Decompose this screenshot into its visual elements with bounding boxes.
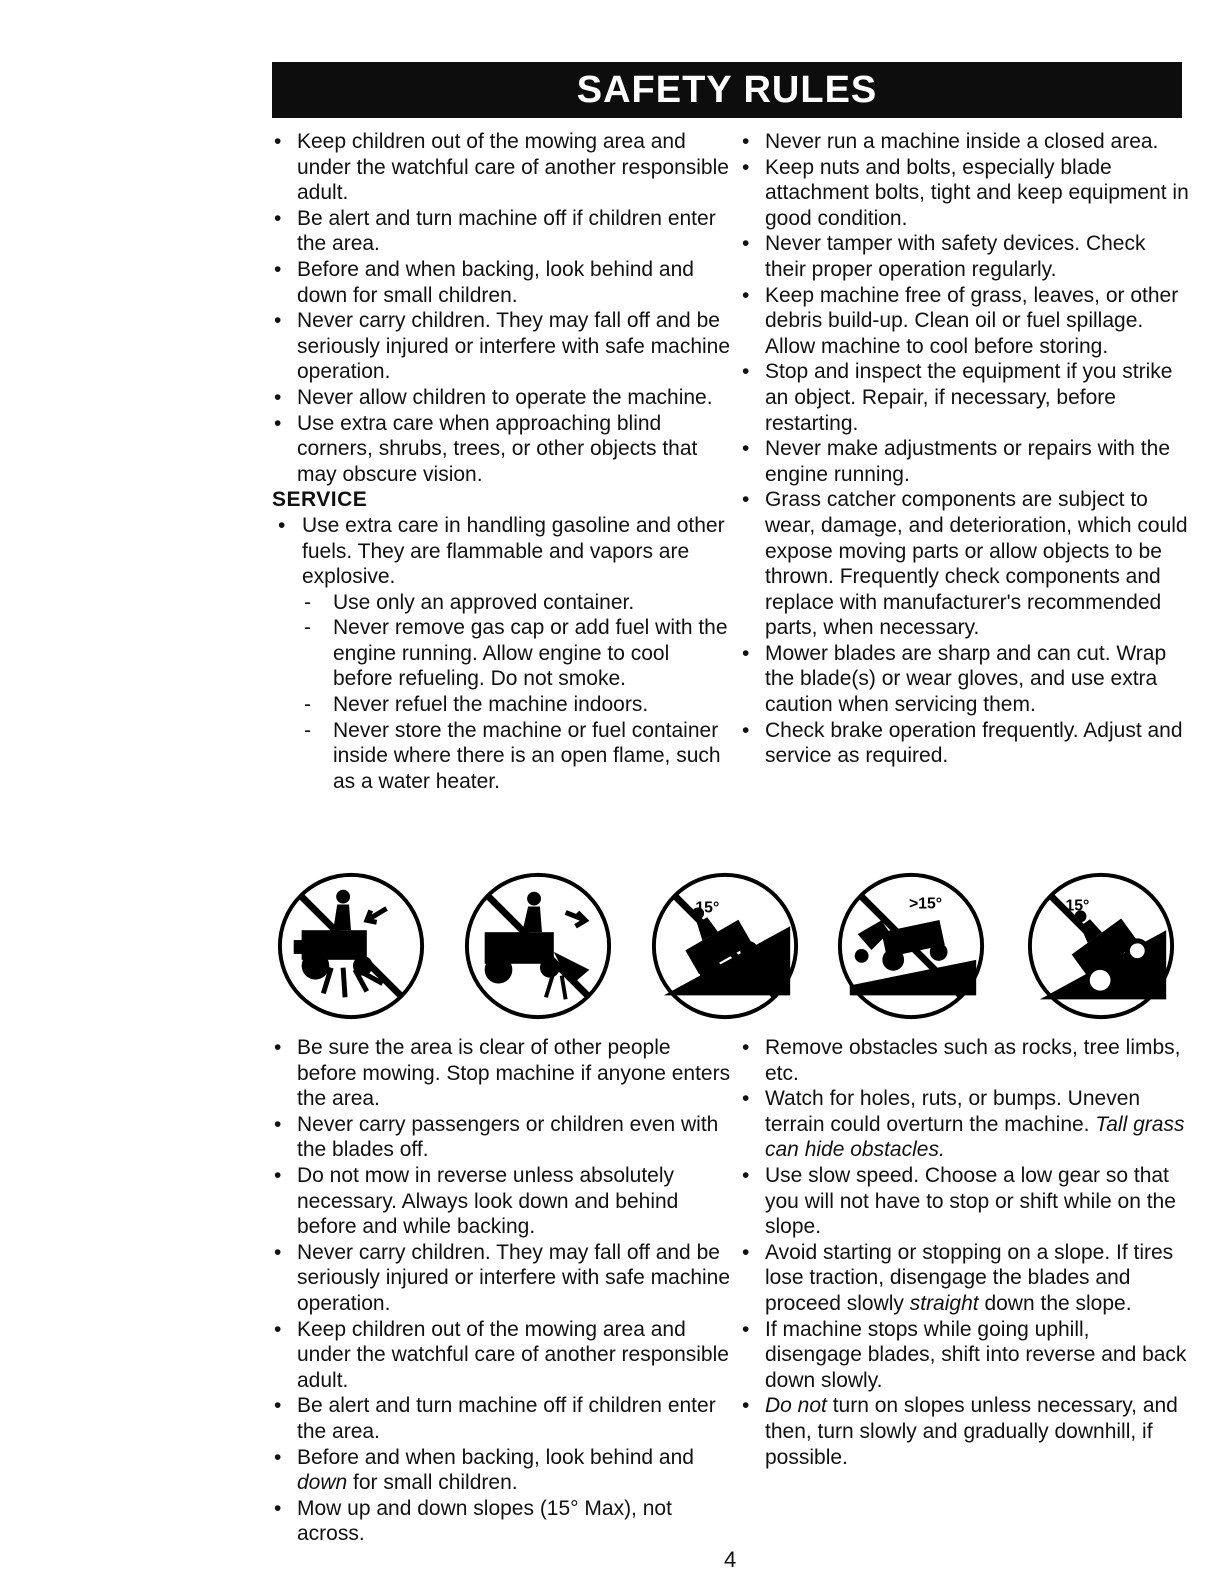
list-item: • Remove obstacles such as rocks, tree limbs, etc. xyxy=(740,1035,1190,1086)
sub-list-item: - Never refuel the machine indoors. xyxy=(272,692,732,718)
text-run: down the slope. xyxy=(978,1291,1132,1315)
list-item: • Keep nuts and bolts, especially blade attachment bolts, tight and keep equipment in good condition. xyxy=(740,155,1190,232)
list-item xyxy=(740,1086,1190,1163)
sub-list-item: - Never store the machine or fuel container inside where there is an open flame, such as a water heater. xyxy=(272,718,732,795)
list-item: • Stop and inspect the equipment if you strike an object. Repair, if necessary, before restarting. xyxy=(740,359,1190,436)
service-heading: SERVICE xyxy=(272,488,368,512)
rules-list xyxy=(740,129,1190,769)
no-thrown-objects-icon xyxy=(459,868,617,1024)
no-tip-over-icon xyxy=(1022,868,1180,1024)
list-item: • Keep machine free of grass, leaves, or other debris build-up. Clean oil or fuel spillage. Allow machine to cool before storing. xyxy=(740,283,1190,360)
list-item: • Never carry children. They may fall off and be seriously injured or interfere with safe machine operation. xyxy=(272,308,732,385)
slope-angle-label: >15° xyxy=(909,895,943,913)
list-item: • Be alert and turn machine off if children enter the area. xyxy=(272,206,732,257)
list-item: • Keep children out of the mowing area and under the watchful care of another responsible adult. xyxy=(272,1317,732,1394)
emphasis-text: straight xyxy=(909,1291,979,1315)
emphasis-text: Tall grass can hide obstacles. xyxy=(765,1112,1185,1162)
list-item: • If machine stops while going uphill, disengage blades, shift into reverse and back down slowly. xyxy=(740,1317,1190,1394)
text-run: Before and when backing, look behind and xyxy=(297,1445,694,1469)
list-item: • Be alert and turn machine off if children enter the area. xyxy=(272,1393,732,1444)
list-item: • Mow up and down slopes (15° Max), not across. xyxy=(272,1496,732,1547)
list-item: • Use extra care when approaching blind corners, shrubs, trees, or other objects that may obscure vision. xyxy=(272,411,732,488)
rules-list xyxy=(272,129,732,487)
page-number: 4 xyxy=(724,1547,737,1572)
no-steep-slope-icon xyxy=(832,868,990,1024)
slope-angle-label: 15° xyxy=(1065,897,1090,915)
list-item: • Grass catcher components are subject to wear, damage, and deterioration, which could expose moving parts or allow objects to be thrown. Frequently check components and replace with manufacturer's recommended parts, when necessary. xyxy=(740,487,1190,641)
list-item: • Never carry passengers or children even with the blades off. xyxy=(272,1112,732,1163)
no-steep-uphill-icon xyxy=(646,868,804,1024)
list-item: • Check brake operation frequently. Adjust and service as required. xyxy=(740,718,1190,769)
top-right-column xyxy=(740,129,1190,769)
rules-list xyxy=(272,1035,732,1547)
service-list xyxy=(272,513,732,795)
list-item xyxy=(740,1393,1190,1470)
slope-angle-label: 15° xyxy=(695,899,720,917)
list-item: • Be sure the area is clear of other people before mowing. Stop machine if anyone enters the area. xyxy=(272,1035,732,1112)
list-item: • Never run a machine inside a closed area. xyxy=(740,129,1190,155)
list-item: • Do not mow in reverse unless absolutely necessary. Always look down and behind before and while backing. xyxy=(272,1163,732,1240)
rules-list xyxy=(740,1035,1190,1470)
safety-icon-row xyxy=(272,868,1182,1024)
list-item: • Keep children out of the mowing area and under the watchful care of another responsible adult. xyxy=(272,129,732,206)
bottom-left-column xyxy=(272,1035,732,1547)
list-item: • Use extra care in handling gasoline and other fuels. They are flammable and vapors are explosive. xyxy=(272,513,732,590)
list-item: • Never allow children to operate the machine. xyxy=(272,385,732,411)
list-item xyxy=(272,1445,732,1496)
text-run: turn on slopes unless necessary, and then, turn slowly and gradually downhill, if possible. xyxy=(765,1394,1178,1469)
no-bystander-icon xyxy=(272,868,430,1024)
list-item: • Mower blades are sharp and can cut. Wrap the blade(s) or wear gloves, and use extra caution when servicing them. xyxy=(740,641,1190,718)
sub-list-item: - Use only an approved container. xyxy=(272,590,732,616)
sub-list-item: - Never remove gas cap or add fuel with the engine running. Allow engine to cool before refueling. Do not smoke. xyxy=(272,615,732,692)
bottom-right-column xyxy=(740,1035,1190,1470)
text-run: Avoid starting or stopping on a slope. If tires lose traction, disengage the blades and proceed slowly xyxy=(765,1240,1174,1315)
safety-rules-banner: SAFETY RULES xyxy=(272,62,1182,118)
list-item: • Never make adjustments or repairs with the engine running. xyxy=(740,436,1190,487)
list-item: • Never tamper with safety devices. Check their proper operation regularly. xyxy=(740,231,1190,282)
list-item: • Use slow speed. Choose a low gear so that you will not have to stop or shift while on the slope. xyxy=(740,1163,1190,1240)
emphasis-text: down xyxy=(297,1471,348,1495)
text-run: for small children. xyxy=(347,1471,518,1495)
list-item: • Never carry children. They may fall off and be seriously injured or interfere with safe machine operation. xyxy=(272,1240,732,1317)
top-left-column xyxy=(272,129,732,794)
emphasis-text: Do not xyxy=(765,1394,827,1418)
list-item xyxy=(740,1240,1190,1317)
list-item: • Before and when backing, look behind and down for small children. xyxy=(272,257,732,308)
text-run: Watch for holes, ruts, or bumps. Uneven terrain could overturn the machine. xyxy=(765,1087,1141,1136)
